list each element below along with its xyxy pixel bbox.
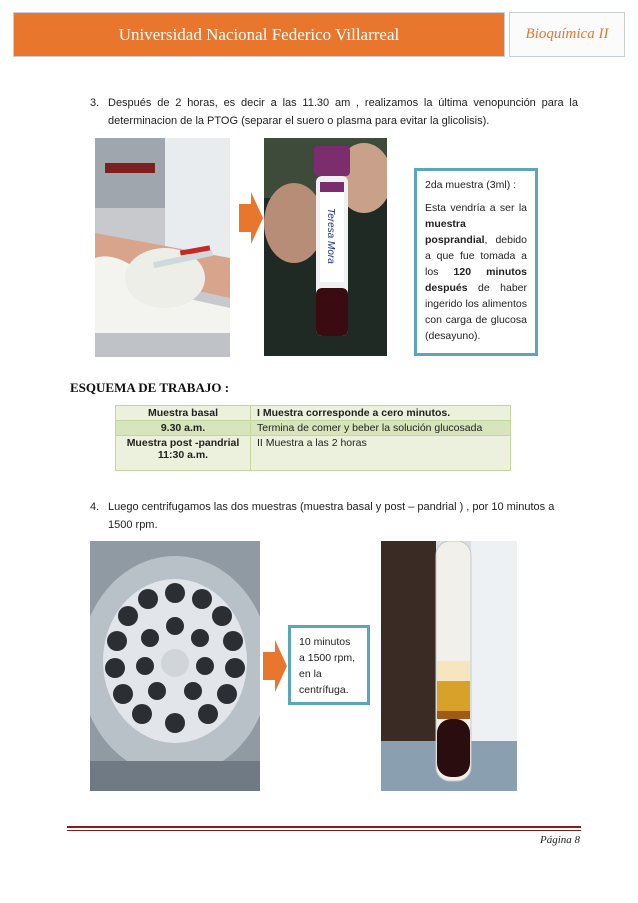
callout-body	[425, 200, 527, 344]
separated-sample-photo	[381, 541, 517, 791]
footer-rule	[67, 826, 581, 828]
table-cell: 9.30 a.m.	[116, 421, 251, 436]
section-title: ESQUEMA DE TRABAJO :	[70, 380, 230, 395]
centrifuge-photo	[90, 541, 260, 791]
centrifuge-callout	[288, 625, 370, 705]
callout-text-2: , debido a que fue tomada a los	[425, 234, 527, 278]
step-4-paragraph	[90, 498, 580, 538]
table-cell: Muestra basal	[116, 406, 251, 421]
arrow-right-icon	[263, 640, 287, 692]
arrow-right-icon	[239, 192, 263, 244]
callout-bold-2: 120 minutos después	[425, 266, 527, 294]
table-row	[116, 421, 511, 436]
schedule-table	[115, 405, 511, 471]
callout-text-3: de haber ingerido los alimentos con carga de glucosa (desayuno).	[425, 282, 527, 342]
table-row	[116, 436, 511, 471]
callout-2-text: 10 minutos a 1500 rpm, en la centrífuga.	[299, 636, 356, 696]
callout-text-1: Esta vendría a ser la	[425, 202, 527, 214]
table-cell: Muestra post -pandrial 11:30 a.m.	[116, 436, 251, 471]
table-cell: I Muestra corresponde a cero minutos.	[251, 406, 511, 421]
tube-label: Teresa Mora	[325, 208, 336, 264]
second-sample-callout	[414, 168, 538, 356]
callout-heading: 2da muestra (3ml) :	[425, 179, 517, 191]
table-cell: II Muestra a las 2 horas	[251, 436, 511, 471]
footer-rule-thin	[67, 830, 581, 831]
step-4-number: 4.	[90, 501, 100, 513]
page-number: Página 8	[539, 834, 580, 846]
course-title: Bioquímica II	[509, 12, 625, 57]
blood-tube-photo	[264, 138, 387, 356]
step-3-number: 3.	[90, 97, 100, 109]
venipuncture-photo	[95, 138, 230, 357]
table-row	[116, 406, 511, 421]
university-title: Universidad Nacional Federico Villarreal	[118, 25, 400, 44]
callout-bold-1: muestra posprandial	[425, 218, 485, 246]
table-cell: Termina de comer y beber la solución glucosada	[251, 421, 511, 436]
step-3-text: Después de 2 horas, es decir a las 11.30 am , realizamos la última venopunción para la determinacion de la PTOG (separar el suero o plasma para evitar la glicolisis).	[108, 97, 578, 127]
step-3-paragraph	[90, 94, 580, 134]
step-4-text: Luego centrifugamos las dos muestras (muestra basal y post – pandrial ) , por 10 minutos a 1500 rpm.	[108, 501, 555, 531]
